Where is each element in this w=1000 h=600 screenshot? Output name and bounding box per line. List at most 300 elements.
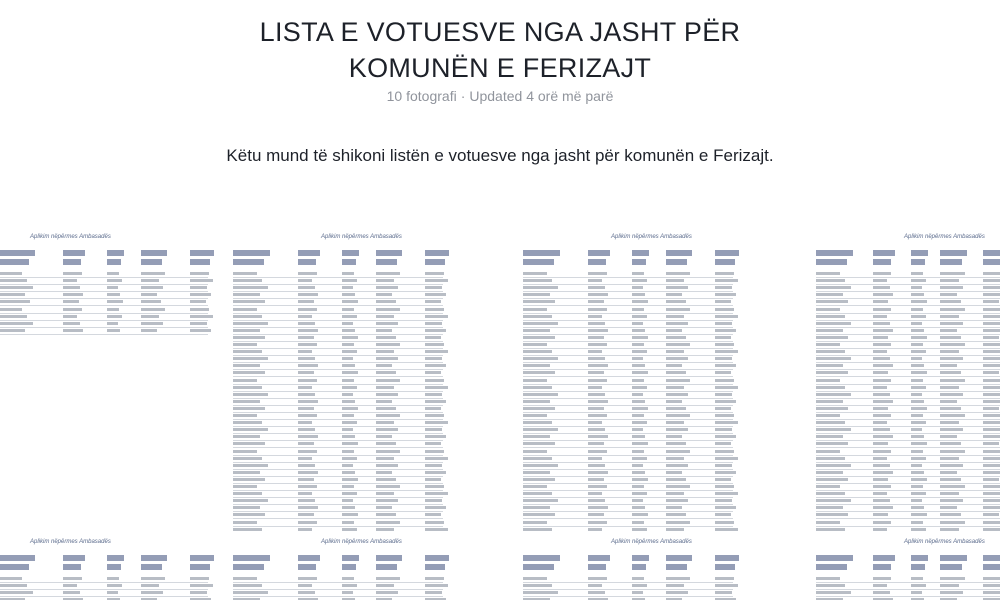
thumbnail-cell <box>298 300 314 303</box>
thumbnail-cell <box>342 336 358 339</box>
thumbnail-column-header <box>983 555 1000 561</box>
thumbnail-row-line <box>816 376 1000 377</box>
thumbnail-cell <box>715 513 730 516</box>
thumbnail-cell <box>911 591 922 594</box>
thumbnail-cell <box>816 393 851 396</box>
thumbnail-cell <box>715 336 730 339</box>
thumbnail-cell <box>816 329 843 332</box>
thumbnail-cell <box>632 485 644 488</box>
thumbnail-row-line <box>0 305 208 306</box>
thumbnail-cell <box>107 272 119 275</box>
thumbnail-row-line <box>233 433 443 434</box>
thumbnail-cell <box>0 308 22 311</box>
thumbnail-cell <box>425 577 444 580</box>
thumbnail-row-line <box>233 440 443 441</box>
thumbnail-cell <box>873 357 890 360</box>
thumbnail-cell <box>588 393 605 396</box>
thumbnail-cell <box>632 371 648 374</box>
thumbnail-cell <box>342 450 354 453</box>
thumbnail-cell <box>342 591 353 594</box>
thumbnail-row-line <box>523 469 733 470</box>
thumbnail-row-line <box>233 469 443 470</box>
thumbnail-cell <box>715 407 730 410</box>
thumbnail-cell <box>632 329 646 332</box>
thumbnail-cell <box>666 442 687 445</box>
thumbnail-cell <box>873 386 887 389</box>
thumbnail-cell <box>940 371 961 374</box>
thumbnail-cell <box>342 407 358 410</box>
thumbnail-cell <box>342 379 354 382</box>
thumbnail-cell <box>233 272 257 275</box>
thumbnail-row-line <box>523 327 733 328</box>
thumbnail-cell <box>983 457 1000 460</box>
thumbnail-cell <box>588 357 605 360</box>
thumbnail-cell <box>141 584 160 587</box>
thumbnail-cell <box>523 435 550 438</box>
thumbnail-cell <box>816 584 845 587</box>
thumbnail-cell <box>632 478 648 481</box>
thumbnail-cell <box>141 577 165 580</box>
thumbnail-cell <box>523 379 547 382</box>
photo-thumbnail-2[interactable] <box>225 228 510 533</box>
thumbnail-cell <box>911 457 926 460</box>
thumbnail-cell <box>342 499 353 502</box>
thumbnail-column-header <box>816 564 847 570</box>
thumbnail-row-line <box>523 476 733 477</box>
album-description: Këtu mund të shikoni listën e votuesve nga jasht për komunën e Ferizajt. <box>226 146 774 165</box>
thumbnail-row-line <box>523 462 733 463</box>
thumbnail-cell <box>107 577 119 580</box>
thumbnail-cell <box>376 343 400 346</box>
thumbnail-cell <box>911 442 927 445</box>
thumbnail-cell <box>983 407 998 410</box>
thumbnail-column-header <box>632 564 646 570</box>
thumbnail-column-header <box>715 564 735 570</box>
thumbnail-cell <box>983 577 1000 580</box>
thumbnail-cell <box>911 322 922 325</box>
thumbnail-cell <box>342 435 356 438</box>
thumbnail-cell <box>940 584 959 587</box>
thumbnail-column-header <box>342 259 356 265</box>
thumbnail-cell <box>523 577 547 580</box>
thumbnail-cell <box>816 521 840 524</box>
thumbnail-cell <box>342 577 354 580</box>
thumbnail-cell <box>376 407 397 410</box>
thumbnail-cell <box>983 286 1000 289</box>
thumbnail-column-header <box>940 555 966 561</box>
thumbnail-cell <box>940 471 957 474</box>
thumbnail-cell <box>911 577 923 580</box>
thumbnail-cell <box>873 279 887 282</box>
thumbnail-cell <box>666 492 685 495</box>
thumbnail-cell <box>523 343 547 346</box>
thumbnail-cell <box>342 485 354 488</box>
thumbnail-cell <box>298 442 314 445</box>
thumbnail-cell <box>376 414 400 417</box>
thumbnail-column-header <box>233 555 270 561</box>
thumbnail-cell <box>376 286 399 289</box>
thumbnail-cell <box>107 591 118 594</box>
thumbnail-column-header <box>298 250 320 256</box>
thumbnail-cell <box>298 400 318 403</box>
thumbnail-cell <box>715 315 737 318</box>
thumbnail-column-header <box>425 564 445 570</box>
thumbnail-cell <box>715 584 737 587</box>
thumbnail-cell <box>298 386 312 389</box>
thumbnail-cell <box>523 428 558 431</box>
thumbnail-cell <box>940 591 963 594</box>
thumbnail-column-header <box>63 555 85 561</box>
thumbnail-cell <box>588 428 605 431</box>
thumbnail-cell <box>632 364 646 367</box>
thumbnail-cell <box>63 322 80 325</box>
thumbnail-cell <box>983 364 1000 367</box>
thumbnail-cell <box>911 478 927 481</box>
thumbnail-cell <box>376 300 397 303</box>
thumbnail-cell <box>873 300 889 303</box>
thumbnail-column-header <box>233 564 264 570</box>
thumbnail-cell <box>873 471 893 474</box>
thumbnail-cell <box>983 315 1000 318</box>
thumbnail-cell <box>298 478 314 481</box>
thumbnail-cell <box>298 350 312 353</box>
thumbnail-cell <box>873 442 889 445</box>
thumbnail-cell <box>983 584 1000 587</box>
thumbnail-row-line <box>523 362 733 363</box>
thumbnail-cell <box>983 435 1000 438</box>
thumbnail-cell <box>588 528 602 531</box>
thumbnail-row-line <box>523 305 733 306</box>
thumbnail-doc-title: Aplikim nëpërmes Ambasadës <box>30 539 111 545</box>
thumbnail-cell <box>666 506 683 509</box>
photo-thumbnail-3[interactable] <box>515 228 800 533</box>
thumbnail-cell <box>425 329 446 332</box>
thumbnail-cell <box>873 315 887 318</box>
thumbnail-row-line <box>816 462 1000 463</box>
thumbnail-cell <box>342 371 358 374</box>
thumbnail-cell <box>911 371 927 374</box>
album-title-line-2: KOMUNËN E FERIZAJT <box>348 53 652 83</box>
thumbnail-cell <box>190 286 207 289</box>
thumbnail-cell <box>342 350 357 353</box>
thumbnail-column-header <box>983 259 1000 265</box>
thumbnail-cell <box>523 450 547 453</box>
thumbnail-cell <box>588 407 604 410</box>
thumbnail-row-line <box>816 589 1000 590</box>
thumbnail-cell <box>588 286 605 289</box>
thumbnail-cell <box>911 407 927 410</box>
thumbnail-cell <box>141 322 164 325</box>
thumbnail-row-line <box>816 469 1000 470</box>
thumbnail-cell <box>911 414 923 417</box>
thumbnail-cell <box>983 485 1000 488</box>
thumbnail-cell <box>715 400 736 403</box>
thumbnail-cell <box>342 393 353 396</box>
thumbnail-cell <box>376 499 399 502</box>
thumbnail-cell <box>376 386 395 389</box>
thumbnail-column-header <box>873 250 895 256</box>
thumbnail-cell <box>666 286 689 289</box>
thumbnail-row-line <box>233 391 443 392</box>
thumbnail-cell <box>342 300 358 303</box>
thumbnail-row-line <box>816 426 1000 427</box>
thumbnail-cell <box>873 485 892 488</box>
thumbnail-cell <box>523 506 550 509</box>
thumbnail-cell <box>983 464 1000 467</box>
thumbnail-column-header <box>376 564 398 570</box>
thumbnail-cell <box>666 591 689 594</box>
photo-thumbnail-1[interactable] <box>0 228 220 533</box>
thumbnail-cell <box>816 279 845 282</box>
thumbnail-cell <box>376 371 397 374</box>
thumbnail-cell <box>63 315 77 318</box>
thumbnail-cell <box>911 336 927 339</box>
thumbnail-cell <box>376 442 397 445</box>
thumbnail-cell <box>376 308 400 311</box>
thumbnail-cell <box>940 450 964 453</box>
thumbnail-cell <box>107 279 122 282</box>
thumbnail-cell <box>632 591 643 594</box>
thumbnail-cell <box>523 407 555 410</box>
thumbnail-column-header <box>911 250 929 256</box>
photo-thumbnail-4[interactable] <box>808 228 1000 533</box>
thumbnail-cell <box>298 521 317 524</box>
thumbnail-cell <box>666 308 690 311</box>
thumbnail-cell <box>632 308 644 311</box>
thumbnail-cell <box>298 421 312 424</box>
thumbnail-row-line <box>816 384 1000 385</box>
thumbnail-cell <box>983 478 998 481</box>
thumbnail-cell <box>523 457 552 460</box>
thumbnail-cell <box>666 528 685 531</box>
thumbnail-cell <box>940 336 961 339</box>
thumbnail-cell <box>632 300 648 303</box>
thumbnail-cell <box>715 386 737 389</box>
thumbnail-cell <box>715 442 730 445</box>
thumbnail-cell <box>940 329 957 332</box>
thumbnail-cell <box>632 457 647 460</box>
thumbnail-column-header <box>233 250 270 256</box>
thumbnail-cell <box>298 293 318 296</box>
thumbnail-cell <box>911 393 922 396</box>
thumbnail-cell <box>632 315 647 318</box>
thumbnail-cell <box>666 407 687 410</box>
thumbnail-cell <box>873 584 887 587</box>
thumbnail-cell <box>940 315 959 318</box>
thumbnail-column-header <box>940 564 962 570</box>
thumbnail-cell <box>425 471 446 474</box>
thumbnail-column-header <box>715 555 739 561</box>
thumbnail-cell <box>376 492 395 495</box>
thumbnail-cell <box>342 421 357 424</box>
thumbnail-column-header <box>190 259 210 265</box>
thumbnail-row-line <box>523 341 733 342</box>
thumbnail-cell <box>983 279 1000 282</box>
thumbnail-cell <box>816 435 843 438</box>
thumbnail-cell <box>632 471 646 474</box>
thumbnail-cell <box>376 421 395 424</box>
thumbnail-cell <box>983 272 1000 275</box>
thumbnail-cell <box>523 464 558 467</box>
thumbnail-row-line <box>523 369 733 370</box>
thumbnail-row-line <box>233 348 443 349</box>
thumbnail-cell <box>588 492 602 495</box>
thumbnail-row-line <box>233 284 443 285</box>
thumbnail-cell <box>342 442 358 445</box>
thumbnail-cell <box>911 513 927 516</box>
thumbnail-cell <box>983 528 1000 531</box>
thumbnail-cell <box>715 450 734 453</box>
thumbnail-cell <box>940 379 964 382</box>
thumbnail-cell <box>233 286 268 289</box>
thumbnail-row-line <box>233 405 443 406</box>
thumbnail-cell <box>715 457 737 460</box>
thumbnail-cell <box>588 364 608 367</box>
thumbnail-cell <box>588 485 607 488</box>
thumbnail-cell <box>523 329 550 332</box>
thumbnail-cell <box>523 471 550 474</box>
photo-thumbnail-6[interactable] <box>225 533 510 600</box>
thumbnail-cell <box>190 315 212 318</box>
thumbnail-cell <box>873 379 892 382</box>
thumbnail-cell <box>816 336 848 339</box>
thumbnail-column-header <box>873 259 891 265</box>
thumbnail-cell <box>233 421 262 424</box>
thumbnail-cell <box>632 464 643 467</box>
thumbnail-cell <box>666 393 689 396</box>
thumbnail-cell <box>715 471 736 474</box>
thumbnail-row-line <box>233 298 443 299</box>
thumbnail-cell <box>376 471 393 474</box>
thumbnail-column-header <box>715 250 739 256</box>
thumbnail-cell <box>983 357 1000 360</box>
thumbnail-cell <box>983 421 1000 424</box>
thumbnail-cell <box>715 428 732 431</box>
thumbnail-cell <box>816 450 840 453</box>
thumbnail-column-header <box>523 555 560 561</box>
thumbnail-cell <box>190 329 211 332</box>
thumbnail-cell <box>632 293 646 296</box>
thumbnail-cell <box>376 357 399 360</box>
thumbnail-row-line <box>816 412 1000 413</box>
thumbnail-cell <box>632 322 643 325</box>
thumbnail-cell <box>983 322 1000 325</box>
thumbnail-cell <box>298 322 315 325</box>
thumbnail-cell <box>666 428 689 431</box>
thumbnail-cell <box>940 521 964 524</box>
thumbnail-doc-title: Aplikim nëpërmes Ambasadës <box>30 234 111 240</box>
thumbnail-row-line <box>233 334 443 335</box>
thumbnail-column-header <box>0 564 29 570</box>
thumbnail-cell <box>588 336 604 339</box>
thumbnail-row-line <box>0 298 208 299</box>
thumbnail-cell <box>983 428 1000 431</box>
thumbnail-cell <box>425 293 446 296</box>
thumbnail-cell <box>233 322 268 325</box>
thumbnail-cell <box>342 279 357 282</box>
thumbnail-row-line <box>816 497 1000 498</box>
thumbnail-cell <box>425 357 442 360</box>
thumbnail-cell <box>911 286 922 289</box>
photo-thumbnail-8[interactable] <box>808 533 1000 600</box>
thumbnail-cell <box>873 414 892 417</box>
thumbnail-cell <box>523 308 547 311</box>
thumbnail-cell <box>632 513 648 516</box>
thumbnail-cell <box>715 308 734 311</box>
thumbnail-row-line <box>0 313 208 314</box>
thumbnail-cell <box>715 528 737 531</box>
thumbnail-cell <box>298 471 318 474</box>
thumbnail-row-line <box>233 412 443 413</box>
thumbnail-cell <box>63 286 80 289</box>
thumbnail-column-header <box>873 564 891 570</box>
thumbnail-row-line <box>523 483 733 484</box>
thumbnail-cell <box>425 300 440 303</box>
thumbnail-cell <box>873 457 887 460</box>
thumbnail-cell <box>873 577 892 580</box>
thumbnail-row-line <box>523 277 733 278</box>
thumbnail-row-line <box>233 384 443 385</box>
thumbnail-cell <box>816 315 845 318</box>
thumbnail-cell <box>873 322 890 325</box>
thumbnail-cell <box>342 521 354 524</box>
thumbnail-column-header <box>588 250 610 256</box>
thumbnail-row-line <box>523 504 733 505</box>
thumbnail-cell <box>233 499 268 502</box>
thumbnail-cell <box>141 308 165 311</box>
thumbnail-row-line <box>523 348 733 349</box>
thumbnail-cell <box>983 442 998 445</box>
thumbnail-cell <box>588 442 604 445</box>
thumbnail-cell <box>715 293 736 296</box>
thumbnail-row-line <box>523 398 733 399</box>
thumbnail-cell <box>940 485 964 488</box>
thumbnail-cell <box>816 343 840 346</box>
thumbnail-cell <box>911 379 923 382</box>
thumbnail-cell <box>376 315 395 318</box>
thumbnail-cell <box>233 293 260 296</box>
thumbnail-cell <box>816 364 843 367</box>
thumbnail-cell <box>107 293 121 296</box>
thumbnail-row-line <box>523 518 733 519</box>
thumbnail-cell <box>983 308 1000 311</box>
thumbnail-cell <box>298 591 315 594</box>
thumbnail-cell <box>873 329 893 332</box>
thumbnail-cell <box>816 471 843 474</box>
thumbnail-cell <box>666 329 683 332</box>
thumbnail-cell <box>911 350 926 353</box>
thumbnail-cell <box>190 293 211 296</box>
thumbnail-cell <box>873 421 887 424</box>
thumbnail-column-header <box>0 250 35 256</box>
photo-thumbnail-5[interactable] <box>0 533 220 600</box>
thumbnail-row-line <box>523 589 733 590</box>
thumbnail-cell <box>983 350 1000 353</box>
thumbnail-cell <box>342 428 353 431</box>
thumbnail-cell <box>983 506 1000 509</box>
thumbnail-cell <box>523 421 552 424</box>
thumbnail-cell <box>940 322 963 325</box>
thumbnail-cell <box>715 435 736 438</box>
thumbnail-column-header <box>376 250 402 256</box>
thumbnail-cell <box>425 464 442 467</box>
thumbnail-cell <box>233 591 268 594</box>
thumbnail-row-line <box>816 313 1000 314</box>
thumbnail-cell <box>666 293 683 296</box>
photo-thumbnail-7[interactable] <box>515 533 800 600</box>
thumbnail-row-line <box>816 327 1000 328</box>
thumbnail-column-header <box>715 259 735 265</box>
